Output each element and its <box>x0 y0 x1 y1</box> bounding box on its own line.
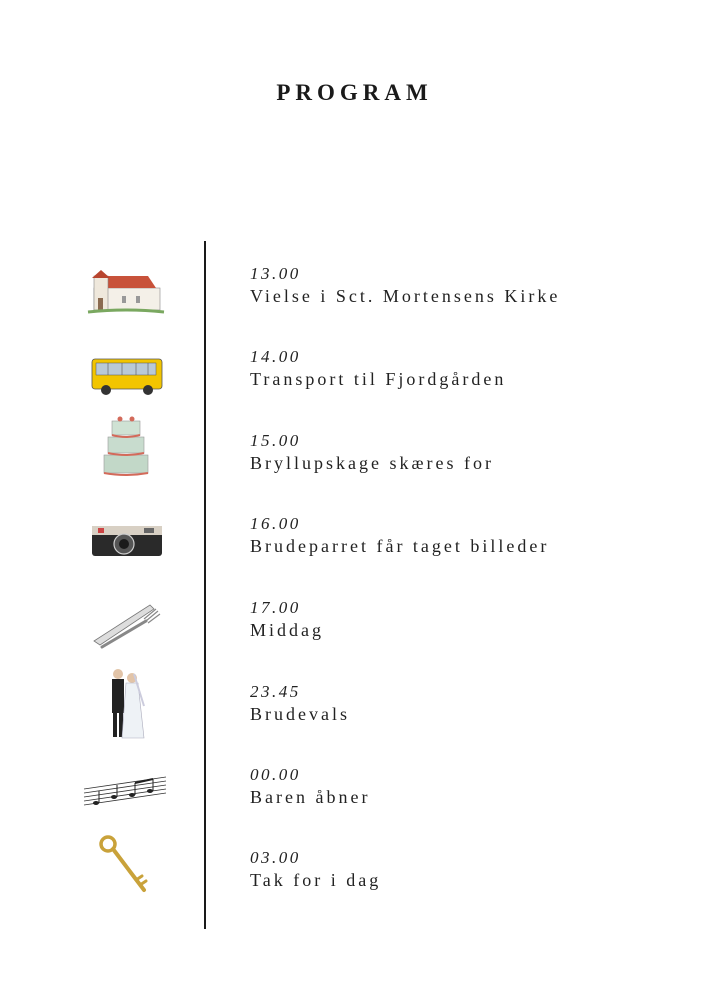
item-event: Baren åbner <box>250 787 371 807</box>
key-icon <box>86 834 166 898</box>
item-event: Transport til Fjordgården <box>250 369 507 389</box>
item-time: 15.00 <box>250 431 301 450</box>
program-item <box>0 765 709 845</box>
item-time: 14.00 <box>250 347 301 366</box>
item-time: 13.00 <box>250 264 301 283</box>
item-time: 17.00 <box>250 598 301 617</box>
camera-icon <box>86 506 166 576</box>
item-event: Middag <box>250 620 324 640</box>
program-item <box>0 431 709 511</box>
item-time: 16.00 <box>250 514 301 533</box>
item-time: 00.00 <box>250 765 301 784</box>
bus-icon <box>86 341 166 411</box>
wedding-cake-icon <box>86 411 166 481</box>
item-time: 23.45 <box>250 682 301 701</box>
program-item <box>0 514 709 594</box>
item-event: Tak for i dag <box>250 870 382 890</box>
program-item <box>0 682 709 762</box>
page-title: PROGRAM <box>276 80 433 105</box>
item-event: Vielse i Sct. Mortensens Kirke <box>250 286 561 306</box>
program-item <box>0 264 709 344</box>
bridal-couple-icon <box>86 666 166 742</box>
program-item <box>0 848 709 928</box>
item-event: Bryllupskage skæres for <box>250 453 494 473</box>
cutlery-icon <box>86 588 166 658</box>
item-event: Brudeparret får taget billeder <box>250 536 550 556</box>
item-event: Brudevals <box>250 704 350 724</box>
item-time: 03.00 <box>250 848 301 867</box>
music-notes-icon <box>82 755 168 825</box>
church-icon <box>86 258 166 328</box>
